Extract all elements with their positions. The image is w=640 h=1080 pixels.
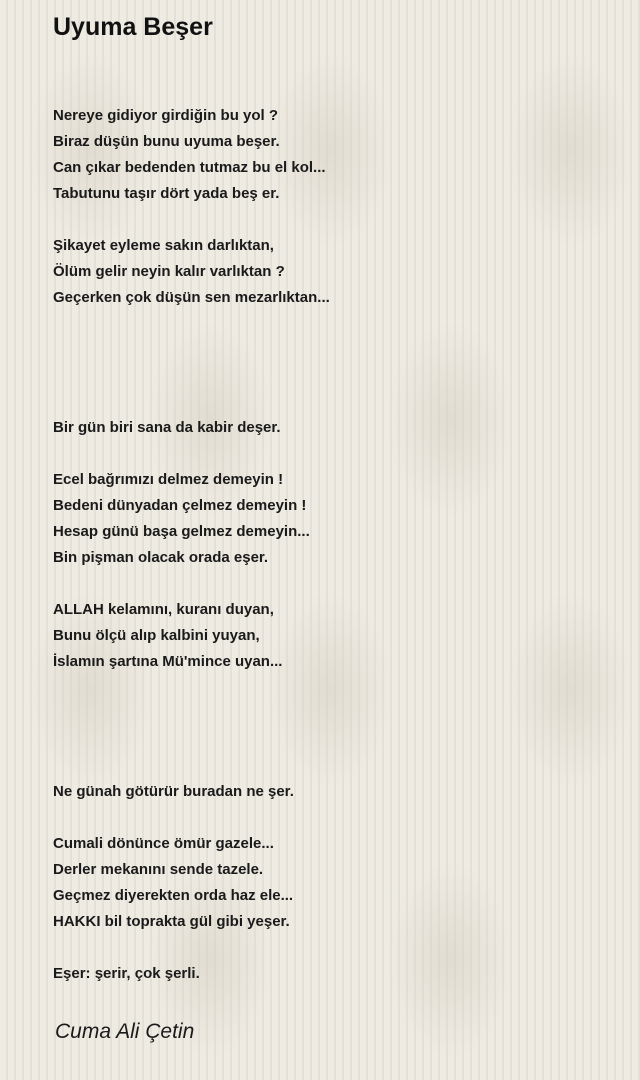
poem-title: Uyuma Beşer — [53, 13, 213, 41]
poem-line: Bir gün biri sana da kabir deşer. — [53, 419, 281, 436]
poem-line: Cumali dönünce ömür gazele... — [53, 835, 274, 852]
stanza-break — [53, 701, 613, 727]
poem-body — [53, 103, 613, 987]
stanza-break — [53, 753, 613, 779]
poem-line: Biraz düşün bunu uyuma beşer. — [53, 133, 280, 150]
poem-line: Şikayet eyleme sakın darlıktan, — [53, 237, 274, 254]
poem-line: Derler mekanını sende tazele. — [53, 861, 264, 878]
poem-line: Tabutunu taşır dört yada beş er. — [53, 185, 280, 202]
poem-line: ALLAH kelamını, kuranı duyan, — [53, 601, 274, 618]
stanza-break — [53, 935, 613, 961]
stanza-break — [53, 363, 613, 389]
poem-line: Bin pişman olacak orada eşer. — [53, 549, 269, 566]
poem-line: Geçerken çok düşün sen mezarlıktan... — [53, 289, 330, 306]
stanza-break — [53, 441, 613, 467]
poem-line: HAKKI bil toprakta gül gibi yeşer. — [53, 913, 290, 930]
poem-line: İslamın şartına Mü'mince uyan... — [53, 653, 283, 670]
stanza-break — [53, 337, 613, 363]
poem-line: Ne günah götürür buradan ne şer. — [53, 783, 294, 800]
poem-line: Eşer: şerir, çok şerli. — [53, 965, 200, 982]
poem-line: Bedeni dünyadan çelmez demeyin ! — [53, 497, 307, 514]
poem-line: Can çıkar bedenden tutmaz bu el kol... — [53, 159, 326, 176]
stanza-break — [53, 675, 613, 701]
poem-line: Nereye gidiyor girdiğin bu yol ? — [53, 107, 279, 124]
poem-line: Geçmez diyerekten orda haz ele... — [53, 887, 294, 904]
poem-line: Hesap günü başa gelmez demeyin... — [53, 523, 310, 540]
stanza-break — [53, 311, 613, 337]
stanza-break — [53, 805, 613, 831]
stanza-break — [53, 571, 613, 597]
poem-line: Ölüm gelir neyin kalır varlıktan ? — [53, 263, 285, 280]
poem-line: Ecel bağrımızı delmez demeyin ! — [53, 471, 284, 488]
stanza-break — [53, 389, 613, 415]
poem-author: Cuma Ali Çetin — [55, 1020, 195, 1043]
poem-line: Bunu ölçü alıp kalbini yuyan, — [53, 627, 260, 644]
stanza-break — [53, 727, 613, 753]
stanza-break — [53, 207, 613, 233]
